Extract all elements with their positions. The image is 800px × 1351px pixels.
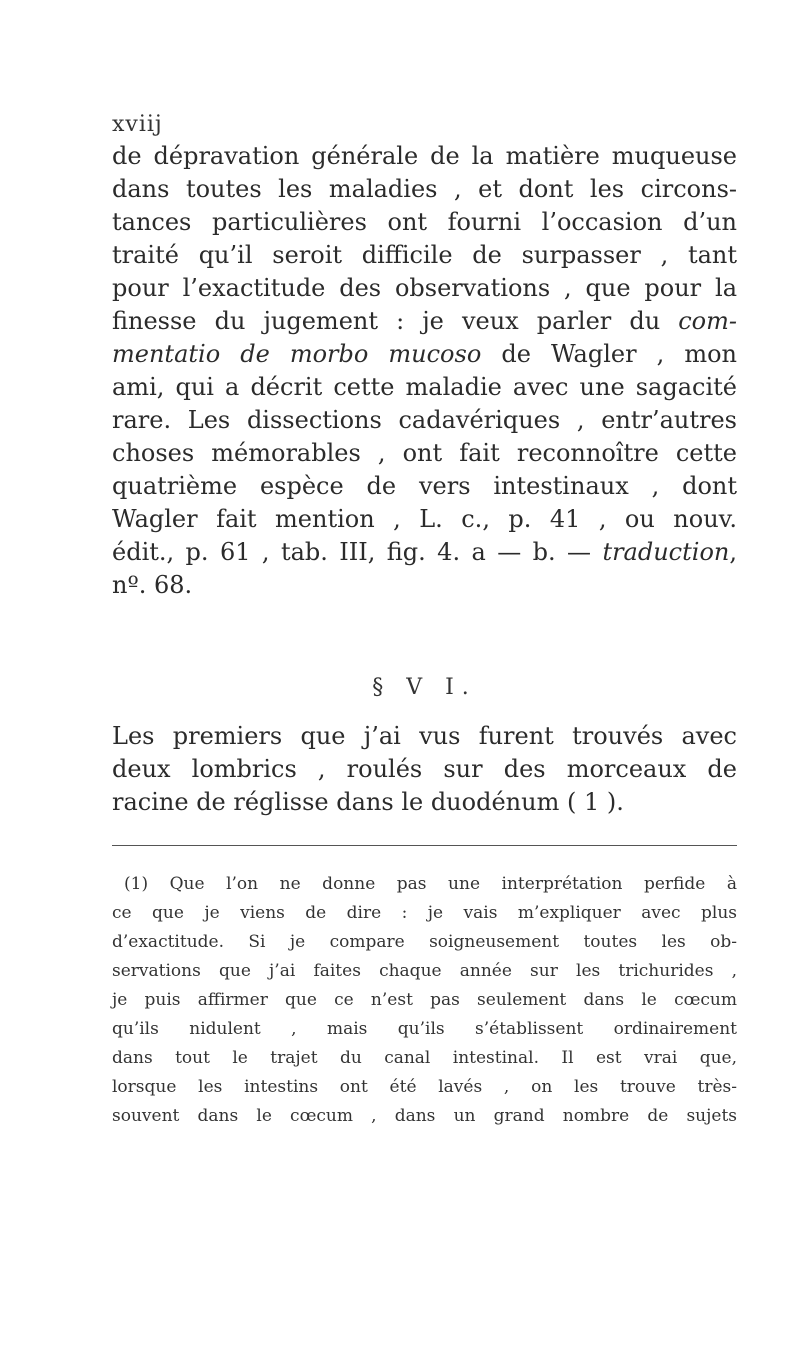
footnote-line: souvent dans le cœcum , dans un grand nombre de sujets [112, 1106, 737, 1126]
text-line: traité qu’il seroit difficile de surpasser , tant [112, 241, 737, 269]
italic-title: mentatio de morbo mucoso [112, 340, 482, 368]
text-line: quatrième espèce de vers intestinaux , dont [112, 472, 737, 500]
text-line: racine de réglisse dans le duodénum ( 1 ). [112, 788, 624, 816]
text-line: dans toutes les maladies , et dont les circons- [112, 175, 737, 203]
text-line: finesse du jugement : je veux parler du com- [112, 307, 737, 335]
second-paragraph [112, 720, 737, 819]
footnote-line: dans tout le trajet du canal intestinal. Il est vrai que, [112, 1048, 737, 1068]
footnote-line: ce que je viens de dire : je vais m’expliquer avec plus [112, 903, 737, 923]
text-line: Les premiers que j’ai vus furent trouvés avec [112, 722, 737, 750]
footnote-line: qu’ils nidulent , mais qu’ils s’établissent ordinairement [112, 1019, 737, 1039]
text-line: pour l’exactitude des observations , que pour la [112, 274, 737, 302]
text-line: deux lombrics , roulés sur des morceaux de [112, 755, 737, 783]
footnote-line: lorsque les intestins ont été lavés , on les trouve très- [112, 1077, 737, 1097]
text-line: mentatio de morbo mucoso de Wagler , mon [112, 340, 737, 368]
italic-title: com- [678, 307, 737, 335]
page-number: xviij [112, 112, 163, 137]
main-paragraph [112, 140, 737, 602]
text-line: choses mémorables , ont fait reconnoître cette [112, 439, 737, 467]
footnote-divider [112, 845, 737, 846]
section-heading: § V I. [372, 675, 477, 700]
text-line: ami, qui a décrit cette maladie avec une sagacité [112, 373, 737, 401]
text-line: rare. Les dissections cadavériques , entr’autres [112, 406, 737, 434]
text-line: de dépravation générale de la matière muqueuse [112, 142, 737, 170]
text-line: nº. 68. [112, 571, 193, 599]
text-line: tances particulières ont fourni l’occasion d’un [112, 208, 737, 236]
footnote-line: servations que j’ai faites chaque année sur les trichurides , [112, 961, 737, 981]
italic-word: traduction [602, 538, 730, 566]
footnote-line: (1) Que l’on ne donne pas une interprétation perfide à [124, 874, 737, 894]
footnote [112, 870, 737, 1131]
text-line: Wagler fait mention , L. c., p. 41 , ou nouv. [112, 505, 737, 533]
footnote-line: d’exactitude. Si je compare soigneusement toutes les ob- [112, 932, 737, 952]
text-line: édit., p. 61 , tab. III, fig. 4. a — b. — traduction, [112, 538, 737, 566]
footnote-line: je puis affirmer que ce n’est pas seulement dans le cœcum [112, 990, 737, 1010]
